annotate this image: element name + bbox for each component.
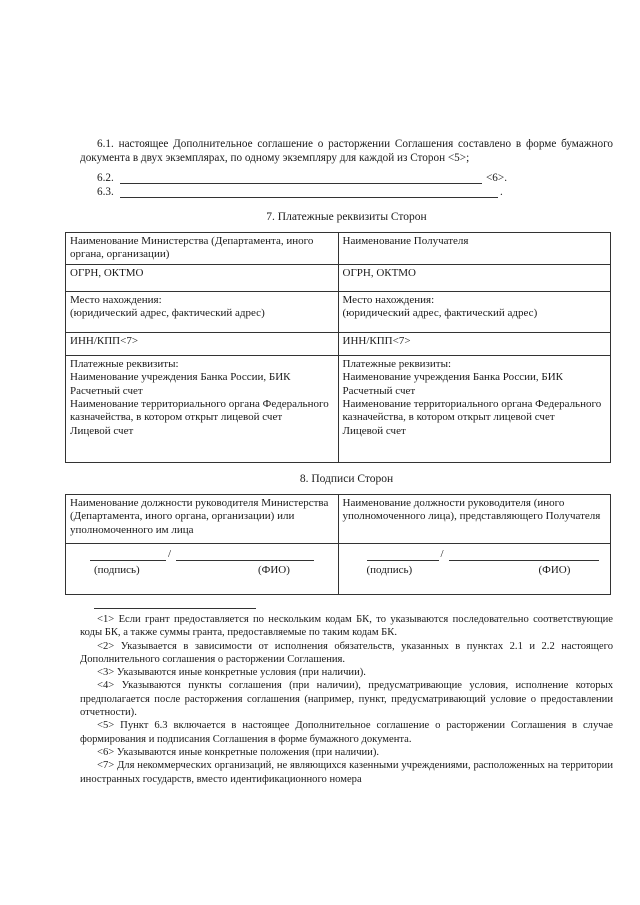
recipient-name-cell: Наименование Получателя <box>338 233 611 265</box>
recipient-bank-details-cell: Платежные реквизиты: Наименование учреждения Банка России, БИК Расчетный счет Наименование территориального органа Федерального казначейства, в котором открыт лицевой счет Лицевой счет <box>338 355 611 462</box>
signatures-table <box>65 494 611 595</box>
separator-slash: / <box>168 548 172 560</box>
ministry-bank-details-cell: Платежные реквизиты: Наименование учреждения Банка России, БИК Расчетный счет Наименование территориального органа Федерального казначейства, в котором открыт лицевой счет Лицевой счет <box>66 355 339 462</box>
footnotes <box>80 613 613 786</box>
table-row <box>66 332 611 355</box>
ministry-ogrn-cell: ОГРН, ОКТМО <box>66 264 339 291</box>
footnote-7: <7> Для некоммерческих организаций, не являющихся казенными учреждениями, расположенных на территории иностранных государств, вместо идентификационного номера <box>80 760 613 785</box>
footnote-1: <1> Если грант предоставляется по нескольким кодам БК, то указываются последовательно соответствующие коды БК, а также суммы гранта, предоставляемые по таким кодам БК. <box>80 614 613 639</box>
clause-6-2-number: 6.2. <box>97 172 114 184</box>
ministry-name-cell: Наименование Министерства (Департамента, иного органа, организации) <box>66 233 339 265</box>
footnote-3: <3> Указываются иные конкретные условия (при наличии). <box>97 667 366 679</box>
section-8-title: 8. Подписи Сторон <box>299 473 394 485</box>
signature-line <box>367 560 439 561</box>
recipient-inn-cell: ИНН/КПП<7> <box>338 332 611 355</box>
table-row <box>66 495 611 544</box>
recipient-address-cell: Место нахождения: (юридический адрес, фактический адрес) <box>338 291 611 332</box>
ministry-signatory-header: Наименование должности руководителя Министерства (Департамента, иного органа, организации) или уполномоченного им лица <box>66 495 339 544</box>
payment-details-table <box>65 232 611 463</box>
table-row <box>66 544 611 595</box>
ministry-address-cell: Место нахождения: (юридический адрес, фактический адрес) <box>66 291 339 332</box>
signature-label: (подпись) <box>94 564 140 576</box>
separator-slash: / <box>440 548 444 560</box>
signature-line <box>90 560 166 561</box>
footnote-6: <6> Указываются иные конкретные положения (при наличии). <box>97 746 380 758</box>
footnote-separator <box>94 608 256 609</box>
table-row <box>66 264 611 291</box>
ministry-signature-cell <box>66 544 339 595</box>
table-row <box>66 233 611 265</box>
fio-label: (ФИО) <box>538 564 571 576</box>
recipient-ogrn-cell: ОГРН, ОКТМО <box>338 264 611 291</box>
fio-line <box>449 560 599 561</box>
section-7-title: 7. Платежные реквизиты Сторон <box>266 211 427 223</box>
clause-6-1: 6.1. настоящее Дополнительное соглашение о расторжении Соглашения составлено в форме бумажного документа в двух экземплярах, по одному экземпляру для каждой из Сторон <5>; <box>80 138 613 164</box>
recipient-signature-cell <box>338 544 611 595</box>
signature-label: (подпись) <box>366 564 413 576</box>
clause-6-3-blank <box>120 197 498 198</box>
table-row <box>66 291 611 332</box>
clause-6-2-blank <box>120 183 482 184</box>
clause-6-3-number: 6.3. <box>97 186 114 198</box>
recipient-signatory-header: Наименование должности руководителя (иного уполномоченного лица), представляющего Получателя <box>338 495 611 544</box>
clause-6-2-ref: <6>. <box>486 172 508 184</box>
table-row <box>66 355 611 462</box>
footnote-4: <4> Указываются пункты соглашения (при наличии), предусматривающие условия, исполнение которых предполагается после расторжения соглашения (например, пункт, предусматривающий условие о предоставлении отчетности). <box>80 680 613 719</box>
fio-label: (ФИО) <box>258 564 290 576</box>
fio-line <box>176 560 314 561</box>
ministry-inn-cell: ИНН/КПП<7> <box>66 332 339 355</box>
clause-6-3-end: . <box>500 186 503 198</box>
footnote-2: <2> Указывается в зависимости от исполнения обязательств, указанных в пунктах 2.1 и 2.2 настоящего Дополнительного соглашения о расторжении Соглашения. <box>80 640 613 665</box>
footnote-5: <5> Пункт 6.3 включается в настоящее Дополнительное соглашение о расторжении Соглашения в случае формирования и подписания Соглашения в форме бумажного документа. <box>80 720 613 745</box>
